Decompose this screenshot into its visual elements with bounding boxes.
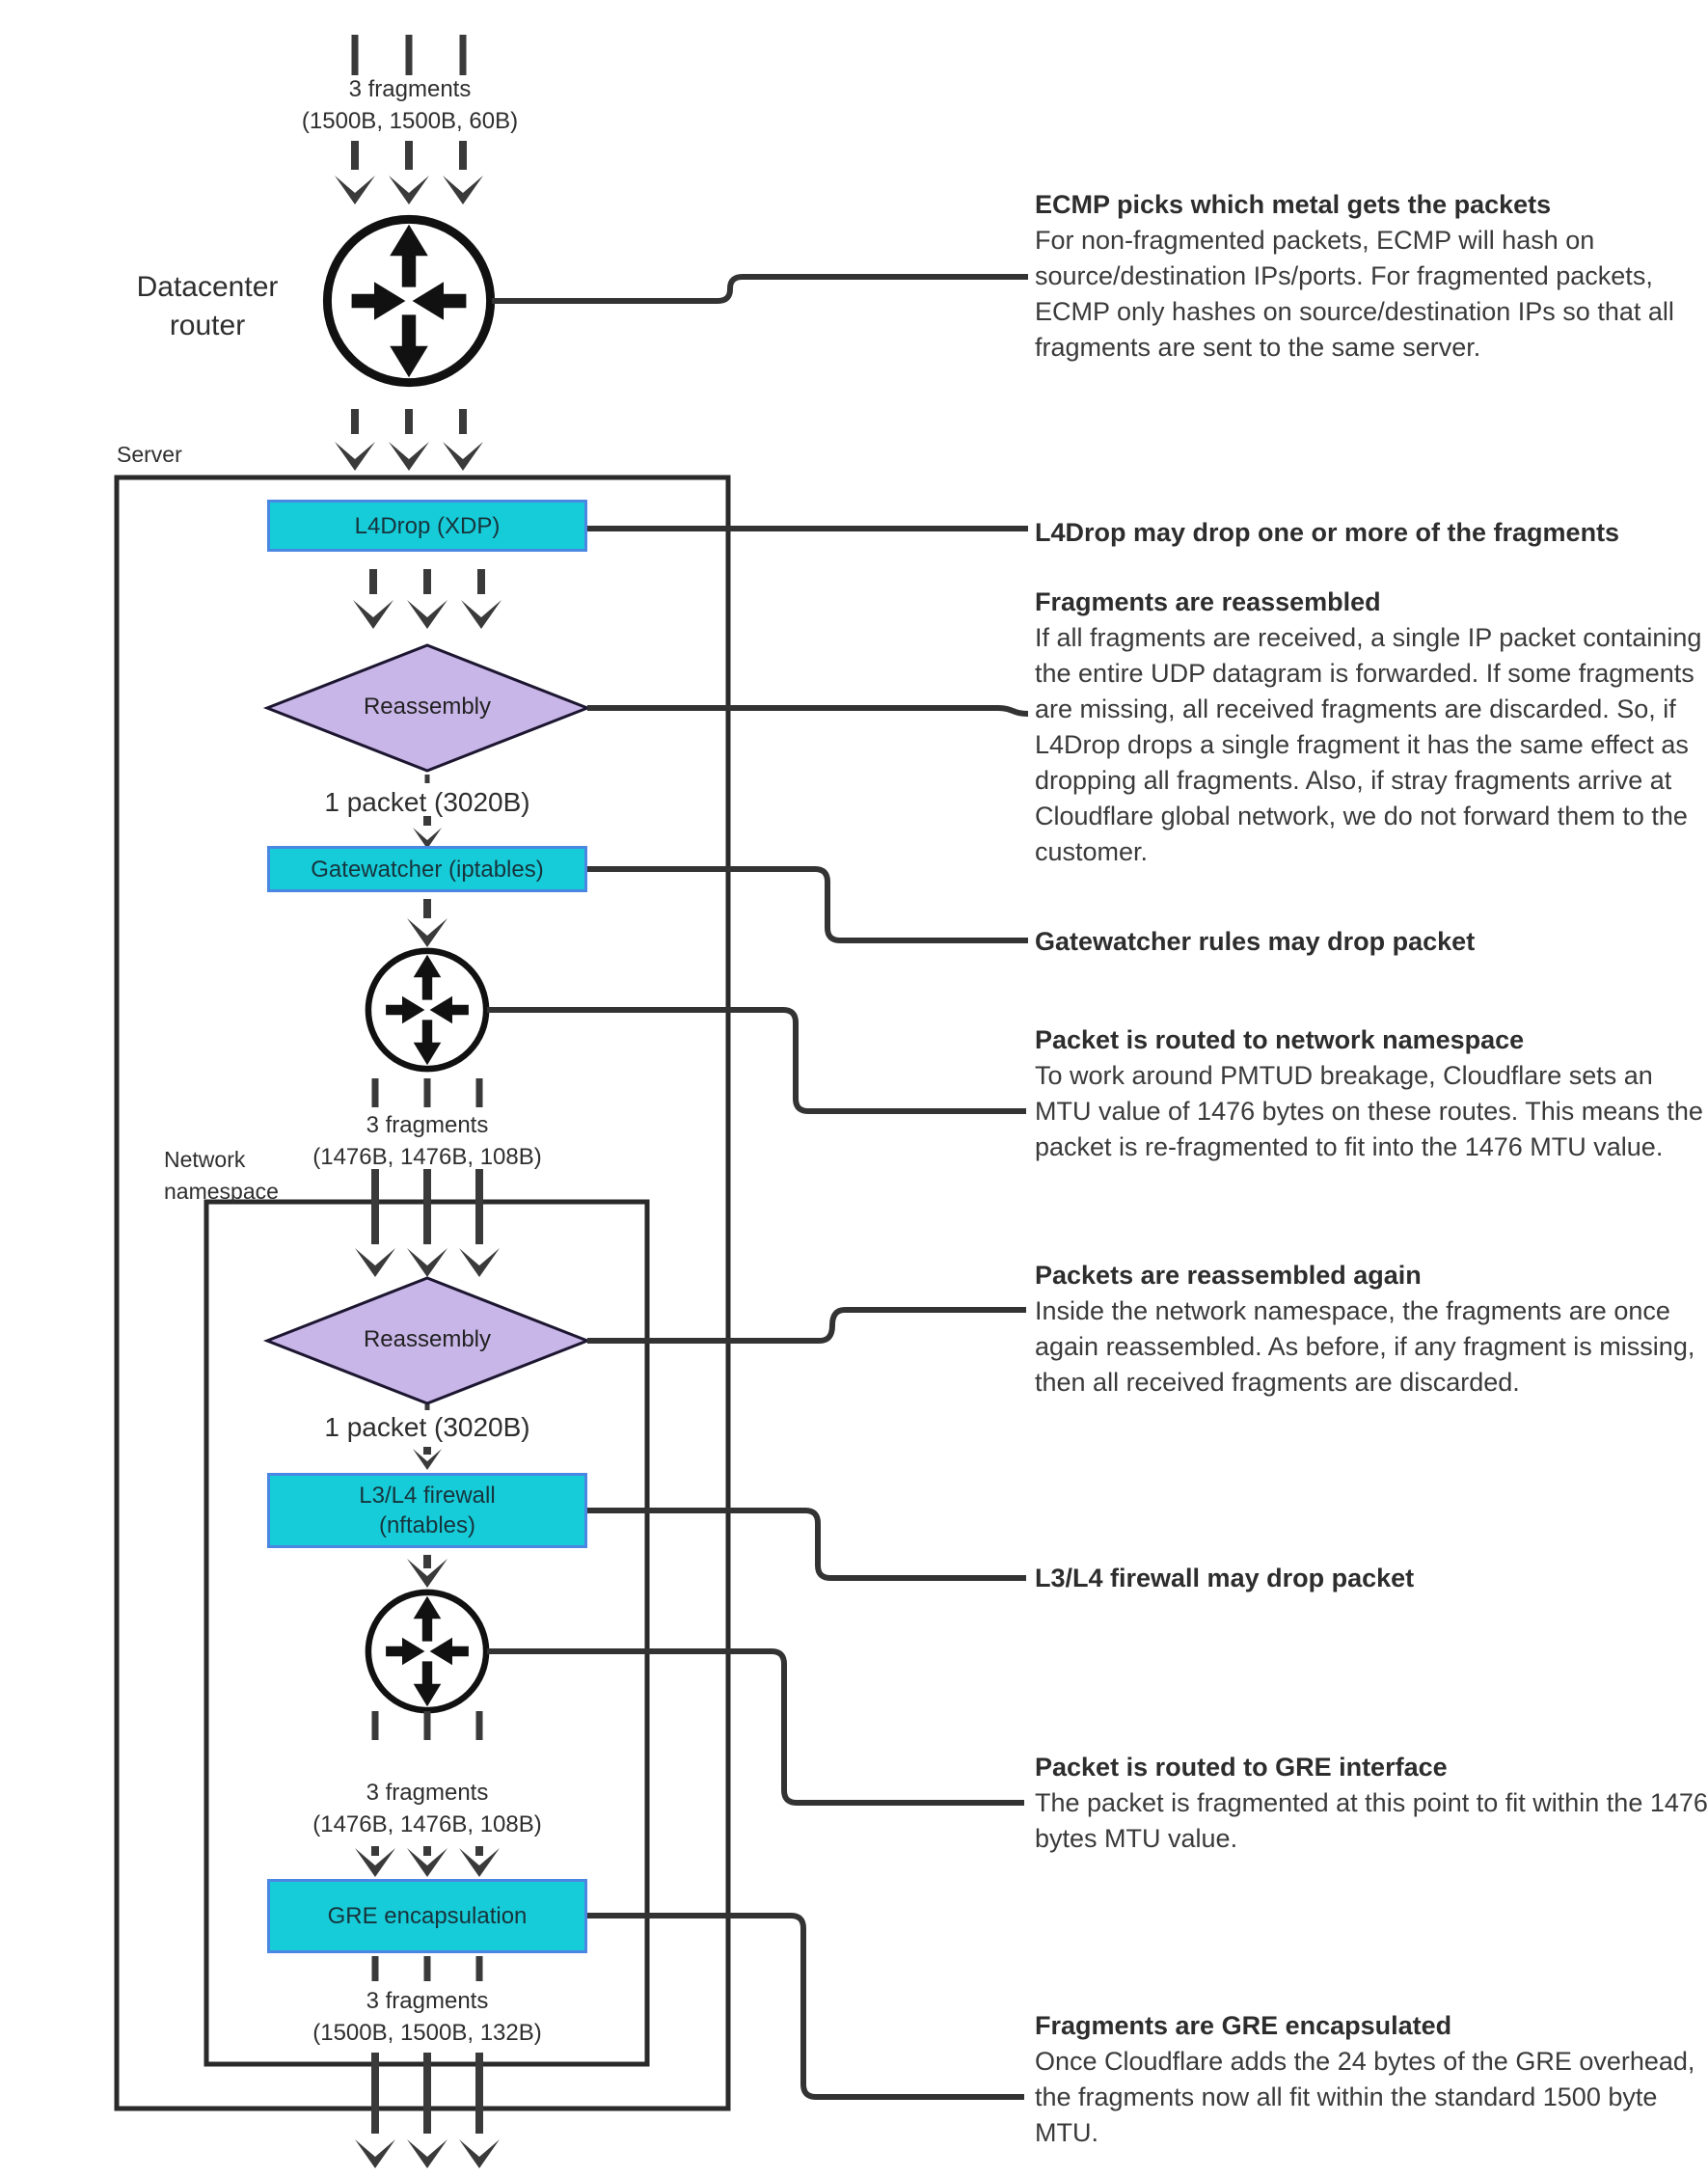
- annotation-body: If all fragments are received, a single IP packet containing the entire UDP datagram is forwarded. If some fragments are missing, all received fragments are discarded. So, if L4Drop drops a single fragment it has the same effect as dropping all fragments. Also, if stray fragments arrive at Cloudflare global network, we do not forward them to the customer.: [1035, 623, 1702, 866]
- annotation-heading: Packets are reassembled again: [1035, 1261, 1422, 1290]
- annotation-body: To work around PMTUD breakage, Cloudflare sets an MTU value of 1476 bytes on these routes. This means the packet is re-fragmented to fit into the 1476 MTU value.: [1035, 1061, 1703, 1161]
- annotation-heading: Packet is routed to GRE interface: [1035, 1753, 1448, 1782]
- arrows-into-namespace: [355, 1169, 500, 1277]
- firewall-label-line1: L3/L4 firewall: [359, 1483, 496, 1509]
- packet1-label: 1 packet (3020B): [324, 787, 530, 817]
- arrows-into-server: [335, 409, 483, 471]
- annotation-body: For non-fragmented packets, ECMP will hash on source/destination IPs/ports. For fragmented packets, ECMP only hashes on source/destination IPs so that all fragments are sent to the same server.: [1035, 226, 1674, 362]
- annotation-heading: Fragments are GRE encapsulated: [1035, 2011, 1452, 2040]
- fragments-bottom-line2: (1500B, 1500B, 132B): [312, 2020, 542, 2046]
- annotation-gre-interface: [1035, 1750, 1708, 1857]
- l4drop-label: L4Drop (XDP): [354, 512, 501, 539]
- l3l4-firewall-box: [267, 1473, 587, 1548]
- fragment-bars-mid1: [375, 1078, 479, 1107]
- annotation-heading: ECMP picks which metal gets the packets: [1035, 190, 1552, 219]
- fragments-mid2-label: [283, 1777, 572, 1840]
- top-fragments-line1: 3 fragments: [348, 76, 472, 102]
- l4drop-box: [267, 500, 587, 552]
- fragments-mid2-line1: 3 fragments: [366, 1780, 489, 1806]
- namespace-route-router-icon: [368, 951, 486, 1069]
- gre-route-router-icon: [368, 1592, 486, 1710]
- annotation-heading: Packet is routed to network namespace: [1035, 1025, 1525, 1054]
- fragment-bars-mid2: [375, 1711, 479, 1740]
- annotation-body: Once Cloudflare adds the 24 bytes of the GRE overhead, the fragments now all fit within the standard 1500 byte MTU.: [1035, 2047, 1695, 2147]
- annotation-heading: L4Drop may drop one or more of the fragments: [1035, 518, 1620, 547]
- packet2-label: 1 packet (3020B): [324, 1412, 530, 1442]
- annotation-l4drop: [1035, 515, 1708, 551]
- gatewatcher-label: Gatewatcher (iptables): [311, 856, 544, 883]
- annotation-firewall: [1035, 1561, 1708, 1596]
- annotation-gre-encapsulated: [1035, 2008, 1708, 2151]
- arrows-out-of-server: [355, 2053, 500, 2168]
- fragments-mid1-label: [283, 1109, 572, 1173]
- arrows-into-datacenter-router: [335, 141, 483, 204]
- fragments-bottom-line1: 3 fragments: [366, 1988, 489, 2014]
- fragments-mid2-line2: (1476B, 1476B, 108B): [312, 1811, 542, 1837]
- firewall-label-line2: (nftables): [378, 1512, 476, 1538]
- annotation-network-namespace: [1035, 1022, 1708, 1165]
- network-namespace-label: Network namespace: [164, 1147, 279, 1204]
- arrow-gatewatcher-to-router: [407, 899, 447, 947]
- datacenter-router-icon: [327, 219, 490, 382]
- annotation-reassembled: [1035, 585, 1708, 870]
- fragments-mid1-line2: (1476B, 1476B, 108B): [312, 1144, 542, 1170]
- top-fragments-line2: (1500B, 1500B, 60B): [301, 108, 519, 134]
- arrows-l4drop-to-reassembly: [353, 569, 502, 629]
- fragment-bars-bottom: [375, 1956, 479, 1981]
- gre-label: GRE encapsulation: [327, 1903, 528, 1929]
- datacenter-router-label: Datacenter router: [136, 271, 279, 341]
- top-fragment-bars: [355, 35, 463, 75]
- gatewatcher-box: [267, 846, 587, 892]
- arrows-into-gre: [355, 1846, 500, 1877]
- annotation-heading: Fragments are reassembled: [1035, 587, 1381, 616]
- reassembly2-label: Reassembly: [363, 1326, 492, 1352]
- annotation-heading: Gatewatcher rules may drop packet: [1035, 927, 1476, 956]
- reassembly1-label: Reassembly: [363, 694, 492, 720]
- annotation-ecmp: [1035, 187, 1708, 366]
- fragments-bottom-label: [273, 1985, 582, 2049]
- server-label: Server: [117, 442, 182, 467]
- annotation-body: The packet is fragmented at this point to fit within the 1476 bytes MTU value.: [1035, 1788, 1708, 1853]
- annotation-gatewatcher: [1035, 924, 1708, 960]
- annotation-body: Inside the network namespace, the fragments are once again reassembled. As before, if any fragment is missing, then all received fragments are discarded.: [1035, 1296, 1695, 1397]
- annotation-heading: L3/L4 firewall may drop packet: [1035, 1564, 1415, 1592]
- fragments-mid1-line1: 3 fragments: [366, 1112, 489, 1138]
- arrow-firewall-to-router: [407, 1555, 447, 1588]
- top-fragments-label: [260, 73, 559, 137]
- gre-encapsulation-box: [267, 1879, 587, 1953]
- annotation-reassembled-again: [1035, 1258, 1708, 1401]
